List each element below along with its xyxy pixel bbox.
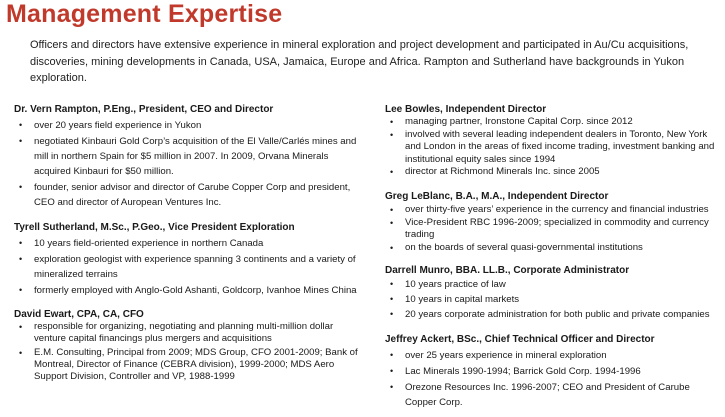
bullet-list: [385, 116, 723, 179]
bullet-item: • responsible for organizing, negotiating and planning multi-million dollar venture capital financings plus mergers and acquisitions: [14, 321, 362, 345]
person-name: Greg LeBlanc, B.A., M.A., Independent Director: [385, 190, 609, 202]
person-name: Tyrell Sutherland, M.Sc., P.Geo., Vice President Exploration: [14, 222, 295, 233]
page-title: Management Expertise: [6, 0, 283, 28]
bullet-list: [385, 348, 723, 410]
bullet-item: • involved with several leading independent dealers in Toronto, New York and London in the areas of fixed income trading, investment banking and institutional equity sales since 1994: [385, 129, 723, 167]
bullet-list: [385, 277, 723, 322]
bullet-item: • exploration geologist with experience spanning 3 continents and a variety of mineralized terrains: [14, 252, 362, 282]
person-tyrell-sutherland: [14, 221, 362, 298]
bullet-item: • 10 years in capital markets: [385, 292, 723, 307]
bullet-list: [14, 321, 362, 383]
bullet-item: • negotiated Kinbauri Gold Corp’s acquisition of the El Valle/Carlés mines and mill in northern Spain for $5 million in 2007. In 2009, Orvana Minerals acquired Kinbauri for $50 million.: [14, 134, 362, 179]
left-column: [14, 103, 362, 385]
person-darrell-munro: [385, 264, 723, 322]
bullet-item: • over 25 years experience in mineral exploration: [385, 348, 723, 363]
bullet-item: • Vice-President RBC 1996-2009; specialized in commodity and currency trading: [385, 217, 723, 241]
person-vern-rampton: [14, 103, 362, 210]
person-greg-leblanc: [385, 190, 723, 254]
intro-paragraph: Officers and directors have extensive experience in mineral exploration and project development and participated in Au/Cu acquisitions, discoveries, mining developments in Canada, USA, Jamaica, Europe and Africa. Rampton and Sutherland have backgrounds in Yukon exploration.: [30, 39, 689, 84]
bullet-item: • over 20 years field experience in Yukon: [14, 118, 362, 133]
bullet-item: • founder, senior advisor and director of Carube Copper Corp and president, CEO and director of Auropean Ventures Inc.: [14, 180, 362, 210]
person-jeffrey-ackert: [385, 333, 723, 410]
bullet-item: • on the boards of several quasi-governmental institutions: [385, 242, 723, 254]
bullet-list: [14, 236, 362, 298]
person-name: Darrell Munro, BBA. LL.B., Corporate Administrator: [385, 264, 630, 276]
bullet-item: • director at Richmond Minerals Inc. since 2005: [385, 166, 723, 179]
bullet-item: • 10 years field-oriented experience in northern Canada: [14, 236, 362, 251]
person-name: Dr. Vern Rampton, P.Eng., President, CEO and Director: [14, 104, 274, 115]
bullet-list: [14, 118, 362, 210]
person-name: Jeffrey Ackert, BSc., Chief Technical Officer and Director: [385, 333, 655, 345]
bullet-item: • 20 years corporate administration for both public and private companies: [385, 307, 723, 322]
person-name: David Ewart, CPA, CA, CFO: [14, 309, 144, 320]
bullet-item: • Orezone Resources Inc. 1996-2007; CEO and President of Carube Copper Corp.: [385, 380, 723, 410]
person-lee-bowles: [385, 103, 723, 179]
bullet-item: • over thirty-five years’ experience in the currency and financial industries: [385, 204, 723, 216]
bullet-item: • E.M. Consulting, Principal from 2009; MDS Group, CFO 2001-2009; Bank of Montreal, Director of Finance (CEBRA division), 1999-2000; MDS Aero Support Division, Controller and VP, 1988-1999: [14, 347, 362, 383]
bullet-item: • 10 years practice of law: [385, 277, 723, 292]
person-name: Lee Bowles, Independent Director: [385, 104, 547, 115]
bullet-item: • managing partner, Ironstone Capital Corp. since 2012: [385, 116, 723, 129]
person-david-ewart: [14, 308, 362, 383]
bullet-item: • formerly employed with Anglo-Gold Ashanti, Goldcorp, Ivanhoe Mines China: [14, 283, 362, 298]
right-column: [385, 103, 723, 411]
bullet-item: • Lac Minerals 1990-1994; Barrick Gold Corp. 1994-1996: [385, 364, 723, 379]
bullet-list: [385, 204, 723, 254]
